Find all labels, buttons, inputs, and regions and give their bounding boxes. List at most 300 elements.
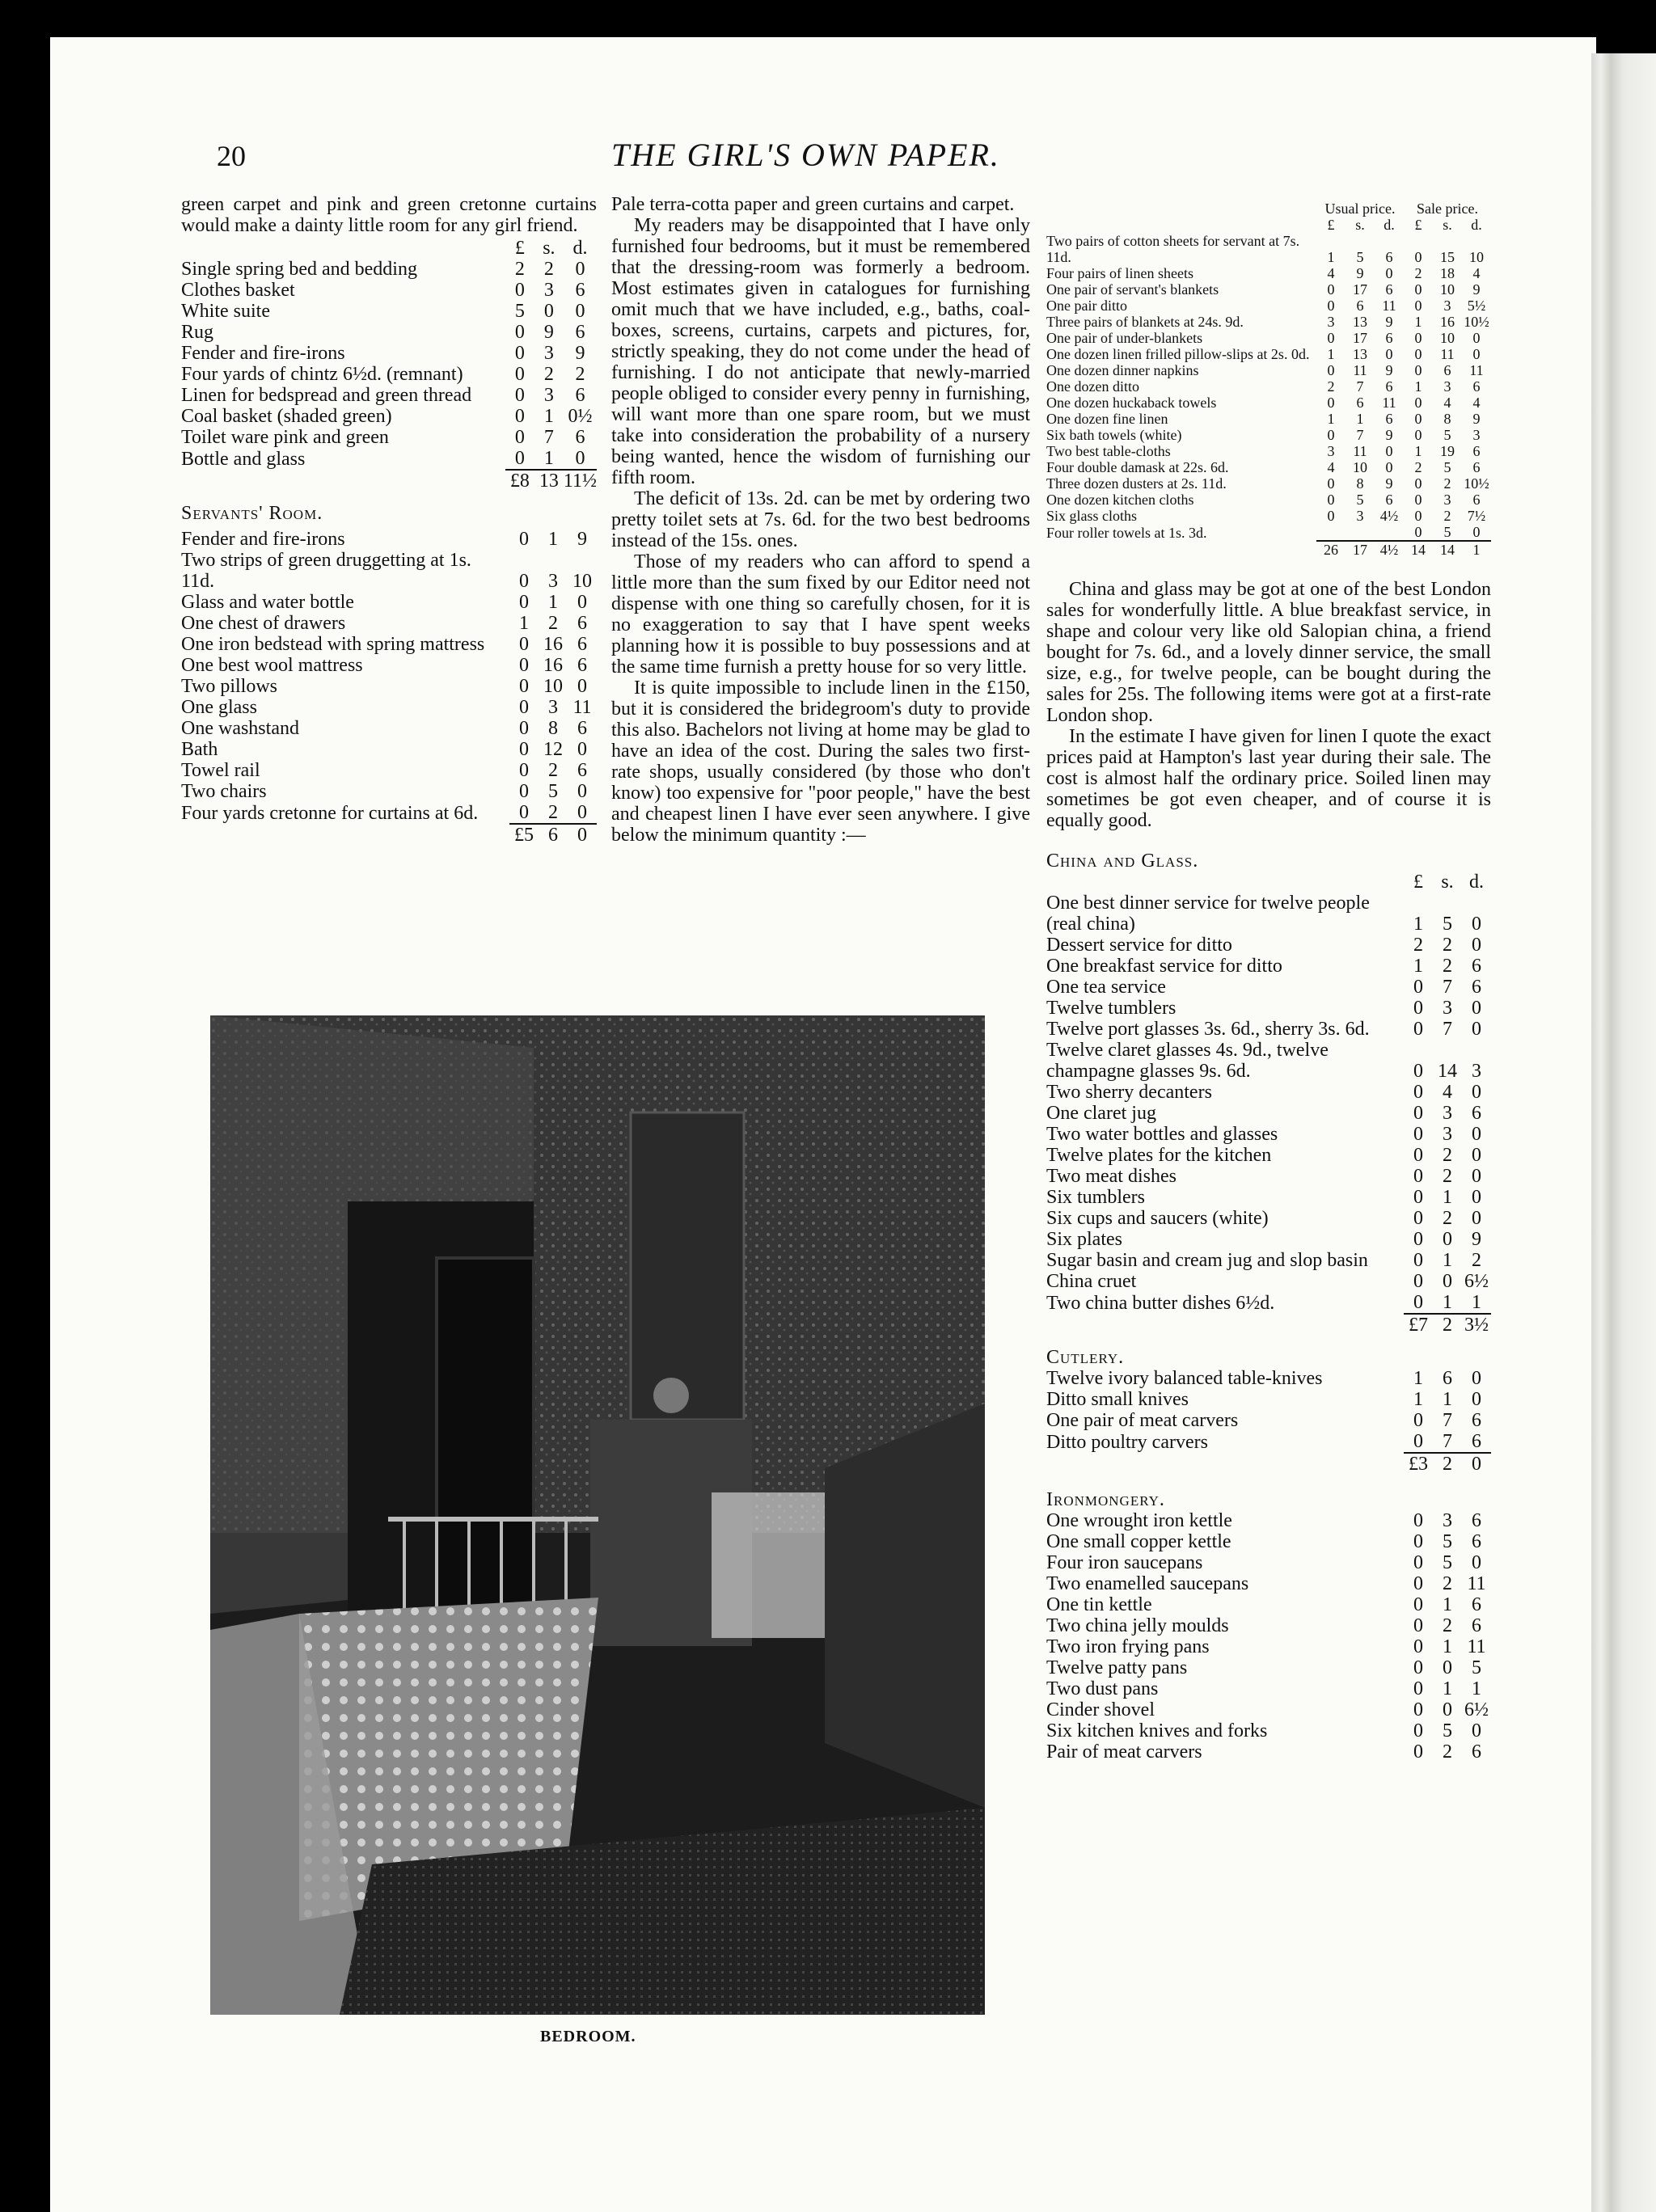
table-row [1046,1145,1491,1166]
pence-value: 6½ [1464,1699,1489,1720]
item-label: Six kitchen knives and forks [1046,1720,1268,1741]
table-row [181,634,597,655]
usual-price-value: 11 [1353,362,1367,378]
table-row [1046,1368,1491,1389]
cutlery-total-pence: 0 [1462,1453,1491,1475]
usual-price-value: 0 [1327,395,1335,411]
table-row [1046,1040,1491,1082]
sale-total-pounds: 14 [1404,541,1433,558]
sale-shillings-header: s. [1443,217,1452,233]
table-row [1046,1678,1491,1699]
table-row [181,364,597,385]
column-middle [611,194,1030,846]
linen-item-label: Two pairs of cotton sheets for servant at 7s. 11d. [1046,233,1300,265]
usual-price-value: 3 [1327,443,1335,459]
usual-total-pence: 4½ [1375,541,1404,558]
sale-price-value: 3 [1443,492,1451,508]
pounds-value: 1 [1413,1389,1423,1410]
item-label: One small copper kettle [1046,1531,1231,1552]
servants-total-shillings: 6 [539,824,568,846]
pounds-value: 0 [1413,1208,1423,1229]
shillings-value: 0 [1443,1657,1452,1678]
table-row [1046,1552,1491,1573]
item-label: Two dust pans [1046,1678,1159,1699]
pounds-value: 0 [519,802,529,823]
shillings-value: 12 [543,739,563,760]
pence-value: 0 [1472,1082,1481,1103]
table-row [1046,1410,1491,1431]
sale-price-value: 10 [1440,281,1455,298]
linen-item-label: One dozen huckaback towels [1046,395,1217,411]
sale-price-value: 11 [1469,362,1484,378]
item-label: Bath [181,739,218,760]
item-label: Two china butter dishes 6½d. [1046,1293,1275,1314]
linen-row [1046,427,1491,443]
item-label: Coal basket (shaded green) [181,406,392,427]
pounds-value: 0 [514,280,525,301]
sale-price-value: 7½ [1467,508,1486,524]
usual-price-value: 1 [1327,346,1335,362]
usual-price-value [1346,524,1375,541]
usual-price-value: 7 [1356,378,1364,395]
shillings-value: 4 [1443,1082,1452,1103]
usual-price-value: 6 [1385,411,1393,427]
linen-item-label: Three dozen dusters at 2s. 11d. [1046,475,1227,492]
pounds-value: 0 [514,448,525,469]
linen-item-label: Six bath towels (white) [1046,427,1182,443]
body-paragraph: Those of my readers who can afford to spend a little more than the sum fixed by our Editor need not dispense with one thing so carefully chosen, for it is no exaggeration to say that I have spent weeks planning how it is possible to buy possessions and at the same time furnish a pretty house for so very little. [611,551,1030,678]
usual-pence-header: d. [1384,217,1395,233]
table-row [1046,998,1491,1019]
pounds-value: 0 [1413,1061,1423,1082]
linen-item-label: One dozen ditto [1046,378,1139,395]
bedroom-photograph [210,1015,985,2015]
table-row [181,427,597,448]
pence-value: 6 [575,280,585,301]
table-row [1046,1208,1491,1229]
pence-value: 11 [572,697,592,718]
pounds-value: 1 [1413,914,1423,935]
linen-row [1046,475,1491,492]
shillings-value: 3 [543,385,554,406]
shillings-value: 2 [1443,956,1452,977]
shillings-value: 16 [543,634,563,655]
item-label: Two water bottles and glasses [1046,1124,1278,1145]
item-label: Twelve port glasses 3s. 6d., sherry 3s. 6d. [1046,1019,1370,1040]
shillings-value: 7 [1443,1431,1452,1452]
item-label: Fender and fire-irons [181,529,345,550]
sale-price-value: 0 [1414,249,1422,265]
usual-price-value: 0 [1385,346,1393,362]
item-label: Two enamelled saucepans [1046,1573,1249,1594]
shillings-value: 1 [543,448,554,469]
sale-total-shillings: 14 [1433,541,1462,558]
pence-value: 6 [577,760,587,781]
table-row [1046,1431,1491,1453]
table-row [181,760,597,781]
pence-value: 0 [1472,998,1481,1019]
pence-value: 11 [1467,1636,1486,1657]
body-paragraph: My readers may be disappointed that I have only furnished four bedrooms, but it must be remembered that the dressing-room was formerly a bedroom. Most estimates given in catalogues for furnishing omit much that we have included, e.g., baths, coal-boxes, screens, curtains, carpets and pictures, for, strictly speaking, they do not come under the head of furnishing. I do not anticipate that newly-married people obliged to consider every penny in furnishing, will want more than one spare room, but we must take into consideration the probability of a nursery being wanted, hence the wisdom of furnishing our fifth room. [611,215,1030,488]
pounds-value: 0 [1413,1552,1423,1573]
table-row [181,802,597,824]
sale-price-value: 10½ [1464,475,1489,492]
pounds-value: 0 [1413,1615,1423,1636]
table-row [1046,977,1491,998]
item-label: Rug [181,322,214,343]
shillings-value: 16 [543,655,563,676]
china-total-pence: 3½ [1462,1314,1491,1336]
shillings-value: 3 [1443,998,1452,1019]
usual-total-shillings: 17 [1346,541,1375,558]
pounds-value: 0 [1413,1410,1423,1431]
table-row [1046,1699,1491,1720]
item-label: Twelve ivory balanced table-knives [1046,1368,1323,1389]
item-label: One iron bedstead with spring mattress [181,634,485,655]
item-label: Fender and fire-irons [181,343,345,364]
table-row [181,781,597,802]
shillings-value: 7 [1443,977,1452,998]
sale-price-value: 2 [1443,475,1451,492]
pence-value: 1 [1472,1678,1481,1699]
item-label: Ditto small knives [1046,1389,1189,1410]
usual-price-value: 17 [1353,281,1367,298]
sale-price-value: 6 [1472,378,1481,395]
table-row [1046,1082,1491,1103]
pounds-value: 0 [519,760,529,781]
usual-price-value: 2 [1327,378,1335,395]
pence-value: 0 [1472,1208,1481,1229]
usual-price-value: 0 [1327,281,1335,298]
shillings-value: 1 [548,529,558,550]
pence-value: 0 [1472,1720,1481,1741]
table-row [1046,1636,1491,1657]
pence-value: 6 [1472,1594,1481,1615]
linen-row [1046,330,1491,346]
shillings-value: 9 [543,322,554,343]
body-paragraph: It is quite impossible to include linen in the £150, but it is considered the bridegroom's duty to provide this also. Bachelors not living at home may be glad to have an idea of the cost. During the sales two first-rate shops, usually considered (by those who don't know) too expensive for "poor people," have the best and cheapest linen I have ever seen anywhere. I give below the minimum quantity :— [611,678,1030,846]
item-label: Two sherry decanters [1046,1082,1212,1103]
body-paragraph: China and glass may be got at one of the best London sales for wonderfully little. A blue breakfast service, in shape and colour very like old Salopian china, a friend bought for 7s. 6d., and a lovely dinner service, the small size, e.g., for twelve people, can be bought during the sales for 25s. The following items were got at a first-rate London shop. [1046,579,1491,726]
servants-room-table [181,529,597,846]
usual-price-value [1316,524,1346,541]
pence-value: 0 [1472,1145,1481,1166]
total-pence: 11½ [563,471,597,492]
pounds-value: 0 [1413,1250,1423,1271]
table-row [181,301,597,322]
item-label: Twelve claret glasses 4s. 9d., twelve champagne glasses 9s. 6d. [1046,1040,1329,1082]
usual-price-value: 9 [1385,475,1393,492]
china-glass-table [1046,872,1491,1336]
pence-value: 0 [1472,1552,1481,1573]
sale-price-value: 1 [1414,378,1422,395]
sale-price-value: 6 [1472,459,1481,475]
usual-price-value: 0 [1327,492,1335,508]
shillings-value: 5 [548,781,558,802]
china-pence-header: d. [1469,872,1484,893]
sale-price-value: 0 [1472,330,1481,346]
linen-item-label: One dozen fine linen [1046,411,1168,427]
sale-price-value: 0 [1414,362,1422,378]
sale-price-value: 0 [1414,427,1422,443]
china-glass-heading: China and Glass. [1046,851,1199,872]
figure-caption: BEDROOM. [540,2028,636,2045]
pounds-value: 0 [1413,998,1423,1019]
item-label: Twelve plates for the kitchen [1046,1145,1272,1166]
sale-price-value: 0 [1414,298,1422,314]
table-row [1046,1292,1491,1314]
shillings-value: 14 [1438,1061,1457,1082]
pence-value: 6 [1472,1510,1481,1531]
shillings-value: 0 [1443,1699,1452,1720]
sale-price-value: 6 [1472,443,1481,459]
shillings-value: 5 [1443,1720,1452,1741]
usual-shillings-header: s. [1355,217,1365,233]
servants-total-row [181,824,597,846]
shillings-value: 3 [548,571,558,592]
shillings-value: 2 [543,259,554,280]
china-pounds-header: £ [1413,872,1423,893]
shillings-value: 0 [1443,1271,1452,1292]
sale-price-value: 10 [1469,249,1484,265]
shillings-value: 1 [1443,1292,1452,1313]
usual-price-value: 0 [1327,475,1335,492]
pence-value: 6 [1472,1615,1481,1636]
usual-price-value: 0 [1327,298,1335,314]
pounds-value: 0 [1413,1229,1423,1250]
shillings-value: 3 [1443,1124,1452,1145]
table-row [1046,1720,1491,1741]
table-row [181,529,597,550]
pounds-value: 1 [1413,956,1423,977]
pounds-value: 0 [1413,1636,1423,1657]
item-label: One chest of drawers [181,613,346,634]
usual-price-value: 9 [1385,362,1393,378]
item-label: One best dinner service for twelve people (real china) [1046,893,1370,935]
pence-value: 0 [1472,1368,1481,1389]
pounds-value: 0 [1413,1657,1423,1678]
pounds-value: 0 [1413,1271,1423,1292]
item-label: Two meat dishes [1046,1166,1177,1187]
item-label: Glass and water bottle [181,592,354,613]
linen-header-row [1046,201,1491,217]
linen-row [1046,233,1491,265]
shillings-value: 2 [548,760,558,781]
page-spine-edge [1591,53,1656,2212]
pence-value: 0 [1472,1187,1481,1208]
ironmongery-heading: Ironmongery. [1046,1489,1165,1510]
sale-price-value: 15 [1440,249,1455,265]
usual-total-pounds: 26 [1316,541,1346,558]
table-row [1046,1187,1491,1208]
table-row [1046,1229,1491,1250]
table-row [181,343,597,364]
cutlery-heading: Cutlery. [1046,1347,1125,1368]
pounds-value: 0 [1413,1594,1423,1615]
linen-item-label: One pair of under-blankets [1046,330,1203,346]
item-label: White suite [181,301,270,322]
sale-price-value: 10½ [1464,314,1489,330]
table-row [1046,956,1491,977]
usual-price-value: 0 [1327,330,1335,346]
usual-price-value: 4 [1327,459,1335,475]
linen-row [1046,395,1491,411]
pence-value: 0 [575,448,585,469]
usual-pounds-header: £ [1327,217,1335,233]
shillings-value: 1 [1443,1187,1452,1208]
shillings-value: 3 [543,280,554,301]
pounds-value: 0 [1413,977,1423,998]
table-row [181,739,597,760]
pounds-value: 0 [519,676,529,697]
linen-item-label: Two best table-cloths [1046,443,1171,459]
ironmongery-table [1046,1510,1491,1762]
pence-value: 2 [575,364,585,385]
pence-value: 6 [1472,1741,1481,1762]
pounds-value: 1 [1413,1368,1423,1389]
item-label: Dessert service for ditto [1046,935,1232,956]
pounds-value: 0 [519,739,529,760]
pence-value: 6 [577,613,587,634]
item-label: One washstand [181,718,299,739]
pence-value: 9 [1472,1229,1481,1250]
linen-item-label: Three pairs of blankets at 24s. 9d. [1046,314,1244,330]
sale-price-value: 0 [1414,281,1422,298]
item-label: Toilet ware pink and green [181,427,389,448]
sale-pence-header: d. [1471,217,1482,233]
table-row [1046,1573,1491,1594]
usual-price-value: 13 [1353,314,1367,330]
shillings-value: 5 [1443,1552,1452,1573]
item-label: One wrought iron kettle [1046,1510,1232,1531]
usual-price-value: 11 [1382,298,1396,314]
sale-price-value: 8 [1443,411,1451,427]
pence-value: 6 [1472,1431,1481,1452]
sale-price-value: 6 [1443,362,1451,378]
linen-item-label: One dozen dinner napkins [1046,362,1199,378]
pence-value: 6 [1472,1531,1481,1552]
table-row [1046,1615,1491,1636]
pence-value: 5 [1472,1657,1481,1678]
pounds-value: 0 [514,406,525,427]
linen-row [1046,281,1491,298]
linen-price-table [1046,201,1491,558]
sale-price-value: 16 [1440,314,1455,330]
usual-price-value: 0 [1385,443,1393,459]
pence-value: 0 [1472,1166,1481,1187]
usual-price-header: Usual price. [1324,201,1396,217]
pounds-value: 0 [519,697,529,718]
pence-value: 10 [572,571,592,592]
linen-row [1046,314,1491,330]
usual-price-value: 11 [1382,395,1396,411]
shillings-value: 2 [1443,1208,1452,1229]
item-label: Six plates [1046,1229,1122,1250]
sale-price-value: 1 [1414,443,1422,459]
linen-row [1046,265,1491,281]
table-row [181,592,597,613]
table-row [1046,893,1491,935]
shillings-value: 2 [1443,1615,1452,1636]
sale-price-value: 19 [1440,443,1455,459]
item-label: One best wool mattress [181,655,363,676]
linen-row [1046,378,1491,395]
servants-room-heading: Servants' Room. [181,503,323,524]
sale-pounds-header: £ [1414,217,1422,233]
pounds-value: 0 [514,343,525,364]
shillings-value: 5 [1443,914,1452,935]
item-label: Two pillows [181,676,277,697]
china-total-row [1046,1314,1491,1336]
pence-value: 0½ [568,406,593,427]
item-label: Cinder shovel [1046,1699,1155,1720]
usual-price-value: 6 [1356,298,1364,314]
pounds-value: 0 [514,364,525,385]
item-label: One pair of meat carvers [1046,1410,1239,1431]
pounds-value: 0 [1413,1292,1423,1313]
total-shillings: 13 [534,470,564,492]
pounds-header: £ [514,238,525,259]
table-row [181,448,597,470]
pence-value: 2 [1472,1250,1481,1271]
item-label: Twelve patty pans [1046,1657,1188,1678]
pence-value: 9 [575,343,585,364]
shillings-value: 3 [543,343,554,364]
shillings-value: 2 [1443,935,1452,956]
table-row [181,406,597,427]
table-row [181,550,597,592]
usual-price-value: 17 [1353,330,1367,346]
pounds-value: 0 [1413,1573,1423,1594]
pence-value: 6 [577,718,587,739]
table-row [1046,1531,1491,1552]
linen-row [1046,492,1491,508]
sale-price-value: 0 [1414,475,1422,492]
table-row [181,655,597,676]
shillings-value: 0 [543,301,554,322]
currency-header-row [181,238,597,259]
sale-price-value: 0 [1472,524,1481,540]
shillings-value: 3 [1443,1103,1452,1124]
pence-value: 6 [1472,1410,1481,1431]
journal-title: THE GIRL'S OWN PAPER. [611,137,1000,173]
shillings-value: 2 [1443,1573,1452,1594]
pounds-value: 0 [1413,1431,1423,1452]
pounds-value: 0 [1413,1741,1423,1762]
table-row [1046,1271,1491,1292]
item-label: Two china jelly moulds [1046,1615,1229,1636]
usual-price-value: 6 [1356,395,1364,411]
shillings-value: 1 [1443,1678,1452,1699]
sale-price-value: 4 [1443,395,1451,411]
item-label: Towel rail [181,760,260,781]
shillings-value: 10 [543,676,563,697]
pence-value: 1 [1472,1292,1481,1313]
linen-row [1046,443,1491,459]
sale-price-value: 0 [1472,346,1481,362]
item-label: One tin kettle [1046,1594,1152,1615]
pounds-value: 0 [519,634,529,655]
sale-total-pence: 1 [1462,541,1491,558]
table-row [1046,1166,1491,1187]
linen-row [1046,362,1491,378]
pounds-value: 0 [1413,1531,1423,1552]
linen-total-row [1046,541,1491,558]
pounds-value: 0 [1413,1145,1423,1166]
pence-value: 0 [577,781,587,802]
total-row [181,470,597,492]
body-paragraph: The deficit of 13s. 2d. can be met by ordering two pretty toilet sets at 7s. 6d. for the two best bedrooms instead of the 15s. ones. [611,488,1030,551]
